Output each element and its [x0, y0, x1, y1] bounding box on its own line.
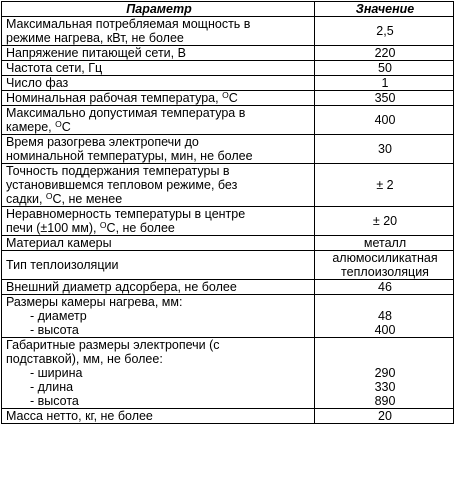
value-text: 50 — [378, 61, 392, 75]
param-text — [6, 221, 312, 235]
table-row — [2, 295, 454, 338]
table-row — [2, 135, 454, 164]
value-text: 220 — [374, 46, 396, 60]
table-row — [2, 164, 454, 207]
value-cell — [315, 338, 454, 409]
param-text-pre: камере, — [6, 120, 56, 134]
value-cell — [315, 61, 454, 76]
param-text: Материал камеры — [6, 236, 112, 250]
param-cell — [2, 409, 315, 424]
param-text-pre: садки, — [6, 192, 46, 206]
table-row — [2, 46, 454, 61]
param-text — [6, 120, 312, 134]
param-cell — [2, 46, 315, 61]
header-param: Параметр — [2, 2, 315, 17]
value-text: 20 — [378, 409, 392, 423]
value-text: 350 — [374, 91, 396, 105]
value-cell — [315, 236, 454, 251]
degree-sup: O — [45, 191, 53, 201]
param-text-post: C — [61, 120, 71, 134]
param-sub-item: - длина — [30, 380, 74, 394]
value-text: ± 2 — [376, 178, 394, 192]
spec-table — [1, 1, 454, 424]
value-text: алюмосиликатная — [332, 251, 438, 265]
value-cell — [315, 295, 454, 338]
value-text: 1 — [381, 76, 389, 90]
param-text: Размеры камеры нагрева, мм: — [6, 295, 183, 309]
table-row — [2, 338, 454, 409]
value-cell — [315, 91, 454, 106]
param-cell — [2, 61, 315, 76]
param-text: Габаритные размеры электропечи (с — [6, 338, 220, 352]
degree-sup: O — [55, 119, 62, 129]
table-header-row — [2, 2, 454, 17]
param-text: Максимальная потребляемая мощность в — [6, 17, 251, 31]
value-text: 400 — [374, 323, 396, 337]
value-text: 290 — [374, 366, 396, 380]
param-text-pre: печи (±100 мм), — [6, 221, 100, 235]
param-text — [6, 91, 312, 105]
param-cell — [2, 338, 315, 409]
value-text: металл — [363, 236, 407, 250]
value-cell — [315, 135, 454, 164]
param-text: номинальной температуры, мин, не более — [6, 149, 253, 163]
degree-sup: O — [99, 220, 107, 230]
table-row — [2, 76, 454, 91]
value-text: 400 — [374, 113, 396, 127]
param-cell — [2, 164, 315, 207]
param-sub-item: - высота — [30, 394, 79, 408]
param-sub-item: - диаметр — [30, 309, 87, 323]
value-cell — [315, 409, 454, 424]
table-row — [2, 251, 454, 280]
table-row — [2, 17, 454, 46]
value-cell — [315, 280, 454, 295]
table-row — [2, 106, 454, 135]
header-value: Значение — [315, 2, 454, 17]
value-text: 890 — [374, 394, 396, 408]
param-text: Частота сети, Гц — [6, 61, 103, 75]
param-sub-item: - высота — [30, 323, 79, 337]
param-text-post: C, не более — [106, 221, 175, 235]
table-row — [2, 280, 454, 295]
param-text: Неравномерность температуры в центре — [6, 207, 246, 221]
value-text: 2,5 — [376, 24, 394, 38]
param-cell — [2, 236, 315, 251]
param-text: установившемся тепловом режиме, без — [6, 178, 238, 192]
param-text: Тип теплоизоляции — [6, 258, 119, 272]
param-text: Напряжение питающей сети, В — [6, 46, 186, 60]
value-cell — [315, 251, 454, 280]
value-cell — [315, 207, 454, 236]
value-cell — [315, 17, 454, 46]
param-cell — [2, 295, 315, 338]
param-cell — [2, 135, 315, 164]
param-cell — [2, 76, 315, 91]
param-cell — [2, 91, 315, 106]
value-text: 330 — [374, 380, 396, 394]
param-cell — [2, 280, 315, 295]
param-text: Внешний диаметр адсорбера, не более — [6, 280, 237, 294]
param-text-post: C — [228, 91, 238, 105]
param-cell — [2, 17, 315, 46]
value-cell — [315, 164, 454, 207]
table-row — [2, 91, 454, 106]
value-text — [319, 352, 451, 366]
param-text — [6, 192, 312, 206]
param-text-post: C, не менее — [52, 192, 123, 206]
param-text: подставкой), мм, не более: — [6, 352, 163, 366]
param-text: Точность поддержания температуры в — [6, 164, 230, 178]
value-text: теплоизоляция — [341, 265, 429, 279]
table-row — [2, 236, 454, 251]
value-text: 46 — [378, 280, 392, 294]
value-cell — [315, 106, 454, 135]
table-row — [2, 61, 454, 76]
value-text: ± 20 — [372, 214, 398, 228]
table-row — [2, 409, 454, 424]
param-cell — [2, 251, 315, 280]
value-cell — [315, 46, 454, 61]
param-sub-item: - ширина — [30, 366, 83, 380]
value-text — [319, 338, 451, 352]
param-text: Время разогрева электропечи до — [6, 135, 199, 149]
param-text-pre: Номинальная рабочая температура, — [6, 91, 223, 105]
table-row — [2, 207, 454, 236]
param-text: Число фаз — [6, 76, 69, 90]
value-cell — [315, 76, 454, 91]
param-cell — [2, 207, 315, 236]
param-cell — [2, 106, 315, 135]
param-text: Максимально допустимая температура в — [6, 106, 246, 120]
value-text: 48 — [378, 309, 392, 323]
degree-sup: O — [222, 90, 229, 100]
value-text — [319, 295, 451, 309]
param-text: режиме нагрева, кВт, не более — [6, 31, 184, 45]
param-text: Масса нетто, кг, не более — [6, 409, 153, 423]
value-text: 30 — [378, 142, 392, 156]
